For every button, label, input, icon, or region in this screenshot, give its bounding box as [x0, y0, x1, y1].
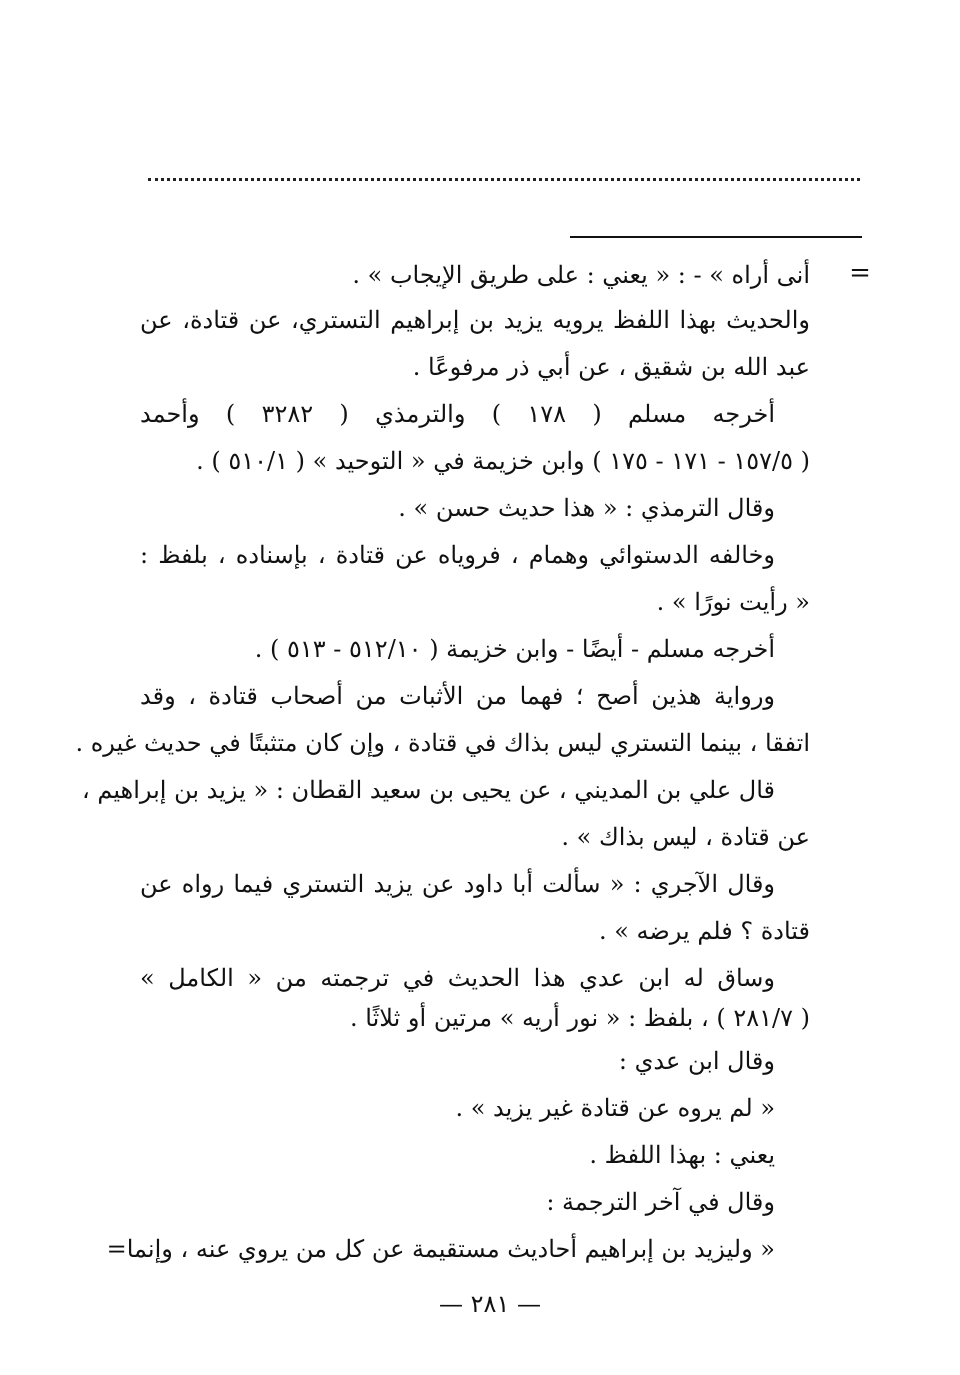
text-line: يعني : بهذا اللفظ . [589, 1141, 775, 1169]
footnote-rule [570, 236, 862, 238]
text-line: ( ١٥٧/٥ - ١٧١ - ١٧٥ ) وابن خزيمة في « التوحيد » ( ٥١٠/١ ) . [196, 447, 810, 475]
dotted-separator [148, 178, 860, 181]
text-line: أخرجه مسلم - أيضًا - وابن خزيمة ( ٥١٢/١٠ - ٥١٣ ) . [254, 635, 775, 663]
text-line: وخالفه الدستوائي وهمام ، فروياه عن قتادة ، بإسناده ، بلفظ : [140, 541, 775, 569]
text-line: أنى أراه » - : « يعني : على طريق الإيجاب » . [352, 261, 810, 289]
text-line: أخرجه مسلم ( ١٧٨ ) والترمذي ( ٣٢٨٢ ) وأحمد [140, 400, 775, 428]
page-number: — ٢٨١ — [439, 1290, 541, 1318]
text-line: والحديث بهذا اللفظ يرويه يزيد بن إبراهيم التستري، عن قتادة، عن [140, 306, 810, 334]
text-line: اتفقا ، بينما التستري ليس بذاك في قتادة ، وإن كان متثبتًا في حديث غيره . [75, 729, 810, 757]
text-line: « وليزيد بن إبراهيم أحاديث مستقيمة عن كل من يروي عنه ، وإنما= [106, 1235, 775, 1263]
text-line: « لم يروه عن قتادة غير يزيد » . [455, 1094, 775, 1122]
text-line: وقال الترمذي : « هذا حديث حسن » . [398, 494, 775, 522]
continuation-mark: = [849, 258, 871, 288]
text-line: ( ٢٨١/٧ ) ، بلفظ : « نور أريه » مرتين أو ثلاثًا . [350, 1004, 810, 1032]
text-line: قتادة ؟ فلم يرضه » . [598, 917, 810, 945]
text-line: عن قتادة ، ليس بذاك » . [561, 823, 810, 851]
text-line: وساق له ابن عدي هذا الحديث في ترجمته من « الكامل » [140, 964, 776, 992]
text-line: وقال في آخر الترجمة : [546, 1188, 775, 1216]
text-line: قال علي بن المديني ، عن يحيى بن سعيد القطان : « يزيد بن إبراهيم ، [81, 776, 775, 804]
text-line: وقال ابن عدي : [618, 1047, 775, 1075]
text-line: وقال الآجري : « سألت أبا داود عن يزيد التستري فيما رواه عن [140, 870, 775, 898]
text-line: ورواية هذين أصح ؛ فهما من الأثبات من أصحاب قتادة ، وقد [140, 682, 775, 710]
text-line: « رأيت نورًا » . [656, 588, 810, 616]
text-line: عبد الله بن شقيق ، عن أبي ذر مرفوعًا . [412, 353, 810, 381]
